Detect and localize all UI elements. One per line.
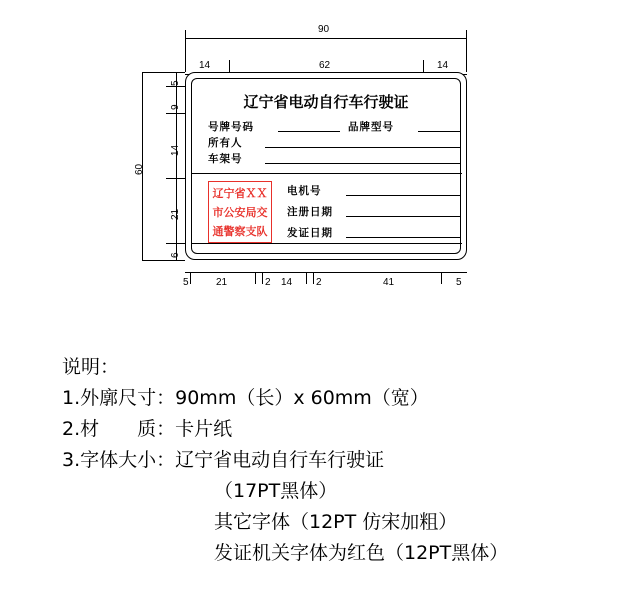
notes-block [62,352,508,569]
issuer-stamp-box [208,181,272,243]
dim-label-left-seg-5: 6 [170,252,181,258]
dim-label-left-total: 60 [134,163,145,175]
card-title: 辽宁省电动自行车行驶证 [243,93,409,111]
dim-tick-bottom-1 [190,272,191,284]
issuer-stamp-line-3: 通警察支队 [212,225,268,238]
card-divider [192,173,462,174]
field-label-brand-model: 品牌型号 [348,121,394,133]
field-label-register-date: 注册日期 [287,206,333,218]
dim-line-bottom-seg [185,272,467,273]
field-rule-issue-date [346,237,460,238]
license-card-outline [185,72,467,260]
field-rule-frame-number [265,163,460,164]
dim-tick-bottom-4 [306,272,307,284]
dim-tick-bottom-3 [262,272,263,284]
dim-extension-top-right [466,30,467,72]
dim-label-left-seg-4: 21 [170,208,181,220]
dim-extension-top-left [185,30,186,72]
card-bottom-divider [192,243,462,244]
dim-tick-bottom-6 [441,272,442,284]
notes-heading: 说明： [62,356,120,378]
field-rule-motor-number [346,195,460,196]
dim-label-top-total: 90 [318,24,330,35]
dim-label-left-seg-3: 14 [170,144,181,156]
dim-tick-bottom-2 [255,272,256,284]
issuer-stamp-line-1: 辽宁省ＸＸ [212,187,268,200]
dim-label-bottom-6: 41 [383,277,395,288]
field-rule-brand-model [418,131,460,132]
field-rule-plate-number [278,131,340,132]
dim-label-left-seg-2: 9 [170,104,181,110]
notes-line-6: 发证机关字体为红色（12PT黑体） [214,542,509,564]
dim-label-bottom-7: 5 [456,277,462,288]
notes-line-1: 1.外廓尺寸：90mm（长）x 60mm（宽） [62,387,429,409]
field-label-plate-number: 号牌号码 [208,121,254,133]
dim-label-bottom-3: 2 [265,277,271,288]
dim-label-top-seg-3: 14 [437,60,449,71]
dim-extension-left-top [142,72,185,73]
notes-line-3: 3.字体大小：辽宁省电动自行车行驶证 [62,449,385,471]
field-label-owner: 所有人 [208,137,243,149]
dim-label-top-seg-1: 14 [199,60,211,71]
notes-line-2: 2.材 质：卡片纸 [62,418,233,440]
dim-line-left-seg [176,72,177,260]
dim-tick-bottom-5 [313,272,314,284]
field-rule-register-date [346,216,460,217]
dim-extension-left-bottom [142,260,185,261]
field-label-motor-number: 电机号 [287,185,322,197]
dim-label-bottom-1: 5 [183,277,189,288]
dim-label-bottom-5: 2 [316,277,322,288]
dim-line-top-total [185,38,467,39]
notes-line-5: 其它字体（12PT 仿宋加粗） [214,511,458,533]
dim-label-left-seg-1: 5 [170,80,181,86]
dim-label-bottom-4: 14 [281,277,293,288]
notes-line-4: （17PT黑体） [214,480,338,502]
dim-label-bottom-2: 21 [216,277,228,288]
field-label-frame-number: 车架号 [208,153,243,165]
dim-label-top-seg-2: 62 [319,60,331,71]
field-label-issue-date: 发证日期 [287,227,333,239]
issuer-stamp-line-2: 市公安局交 [212,206,268,219]
field-rule-owner [265,147,460,148]
